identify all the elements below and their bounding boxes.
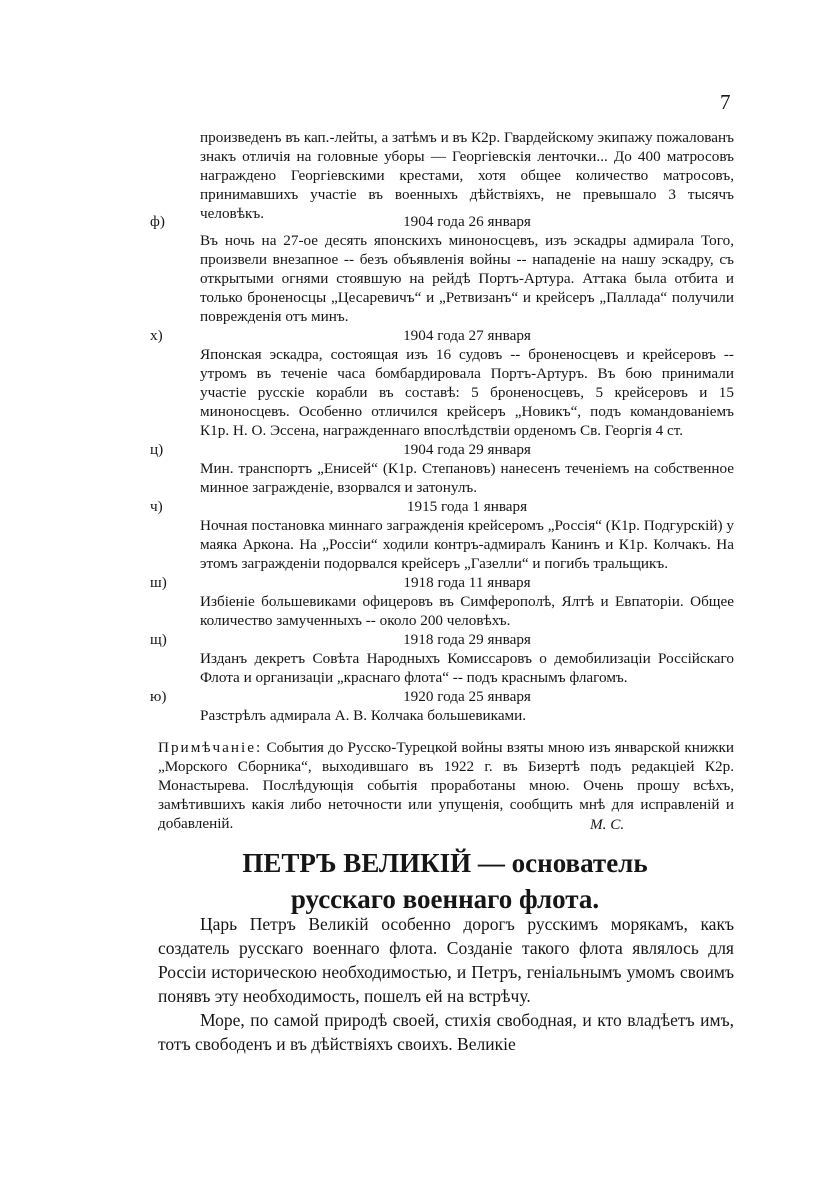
entry-date: 1904 года 27 января xyxy=(403,327,531,344)
body-paragraph: Море, по самой природѣ своей, стихія свободная, и кто владѣетъ имъ, тотъ свободенъ и въ дѣйствіяхъ своихъ. Великіе xyxy=(158,1010,734,1054)
entry-date: 1904 года 26 января xyxy=(403,213,531,230)
continuation-paragraph: произведенъ въ кап.-лейты, а затѣмъ и въ К2р. Гвардейскому экипажу пожалованъ знакъ отличія на головные уборы — Георгіевскія ленточки... До 400 матросовъ награждено Георгіевскими крестами, хотя общее количество матросовъ, принимавшихъ участіе въ военныхъ дѣйствіяхъ, не превышало 3 тысячъ человѣкъ. xyxy=(200,129,734,222)
entry-date: 1918 года 11 января xyxy=(403,574,531,591)
article-heading xyxy=(150,845,740,917)
list-item xyxy=(150,687,734,725)
entry-text: Разстрѣлъ адмирала А. В. Колчака большевиками. xyxy=(200,707,527,724)
entry-date: 1920 года 25 января xyxy=(403,688,531,705)
entry-letter: х) xyxy=(150,327,163,344)
heading-line-1: ПЕТРЪ ВЕЛИКІЙ — основатель xyxy=(242,848,648,878)
page-number: 7 xyxy=(720,90,731,114)
event-list xyxy=(150,212,734,725)
entry-text: Японская эскадра, состоящая изъ 16 судовъ -- броненосцевъ и крейсеровъ -- утромъ въ теченіе часа бомбардировала Портъ-Артуръ. Въ бою принимали участіе русскіе корабли въ составѣ: 5 броненосцевъ, 5 крейсеровъ и 15 миноносцевъ. Особенно отличился крейсеръ „Новикъ“, подъ командованіемъ К1р. Н. О. Эссена, награжденнаго впослѣдствіи орденомъ Св. Георгія 4 ст. xyxy=(200,346,734,439)
list-item xyxy=(150,630,734,687)
article-body xyxy=(158,912,734,1056)
body-paragraph: Царь Петръ Великій особенно дорогъ русскимъ морякамъ, какъ создатель русскаго военнаго флота. Созданіе такого флота являлось для Россіи историческою необходимостью, и Петръ, геніальнымъ умомъ своимъ понявъ эту необходимость, пошелъ ей на встрѣчу. xyxy=(158,914,734,1006)
note-label: Примѣчаніе: xyxy=(158,739,263,756)
entry-letter: ю) xyxy=(150,688,167,705)
footnote xyxy=(158,738,734,833)
list-item xyxy=(150,497,734,573)
entry-letter: ф) xyxy=(150,213,165,230)
list-item xyxy=(150,440,734,497)
note-text: События до Русско-Турецкой войны взяты мною изъ январской книжки „Морского Сборника“, выходившаго въ 1922 г. въ Бизертѣ подъ редакціей К2р. Монастырева. Послѣдующія событія проработаны мною. Очень прошу всѣхъ, замѣтившихъ какія либо неточности или упущенія, сообщить мнѣ для исправленій и добавленій. xyxy=(158,739,735,832)
list-item xyxy=(150,573,734,630)
list-item xyxy=(150,326,734,440)
list-item xyxy=(150,212,734,326)
signature: М. С. xyxy=(590,816,625,833)
heading-line-2: русскаго военнаго флота. xyxy=(290,884,600,914)
entry-text: Изданъ декретъ Совѣта Народныхъ Комиссаровъ о демобилизаціи Россійскаго Флота и организаціи „краснаго флота“ -- подъ краснымъ флагомъ. xyxy=(200,650,734,686)
entry-text: Въ ночь на 27-ое десять японскихъ миноносцевъ, изъ эскадры адмирала Того, произвели внезапное -- безъ объявленія войны -- нападеніе на нашу эскадру, съ открытыми огнями стоявшую на рейдѣ Портъ-Артура. Аттака была отбита и только броненосцы „Цесаревичъ“ и „Ретвизанъ“ и крейсеръ „Паллада“ получили поврежденія отъ минъ. xyxy=(200,232,734,325)
entry-text: Избіеніе большевиками офицеровъ въ Симферополѣ, Ялтѣ и Евпаторіи. Общее количество замученныхъ -- около 200 человѣхъ. xyxy=(200,593,734,629)
entry-text: Мин. транспортъ „Енисей“ (К1р. Степановъ) нанесенъ теченіемъ на собственное минное загражденіе, взорвался и затонулъ. xyxy=(200,460,734,496)
entry-letter: ш) xyxy=(150,574,167,591)
entry-letter: ч) xyxy=(150,498,163,515)
entry-date: 1918 года 29 января xyxy=(403,631,531,648)
entry-letter: ц) xyxy=(150,441,164,458)
entry-letter: щ) xyxy=(150,631,167,648)
entry-date: 1915 года 1 января xyxy=(406,498,528,515)
entry-date: 1904 года 29 января xyxy=(403,441,531,458)
entry-text: Ночная постановка миннаго загражденія крейсеромъ „Россія“ (К1р. Подгурскій) у маяка Аркона. На „Россіи“ ходили контръ-адмиралъ Канинъ и К1р. Колчакъ. На этомъ загражденіи подорвался крейсеръ „Газелли“ и погибъ тральщикъ. xyxy=(200,517,734,572)
